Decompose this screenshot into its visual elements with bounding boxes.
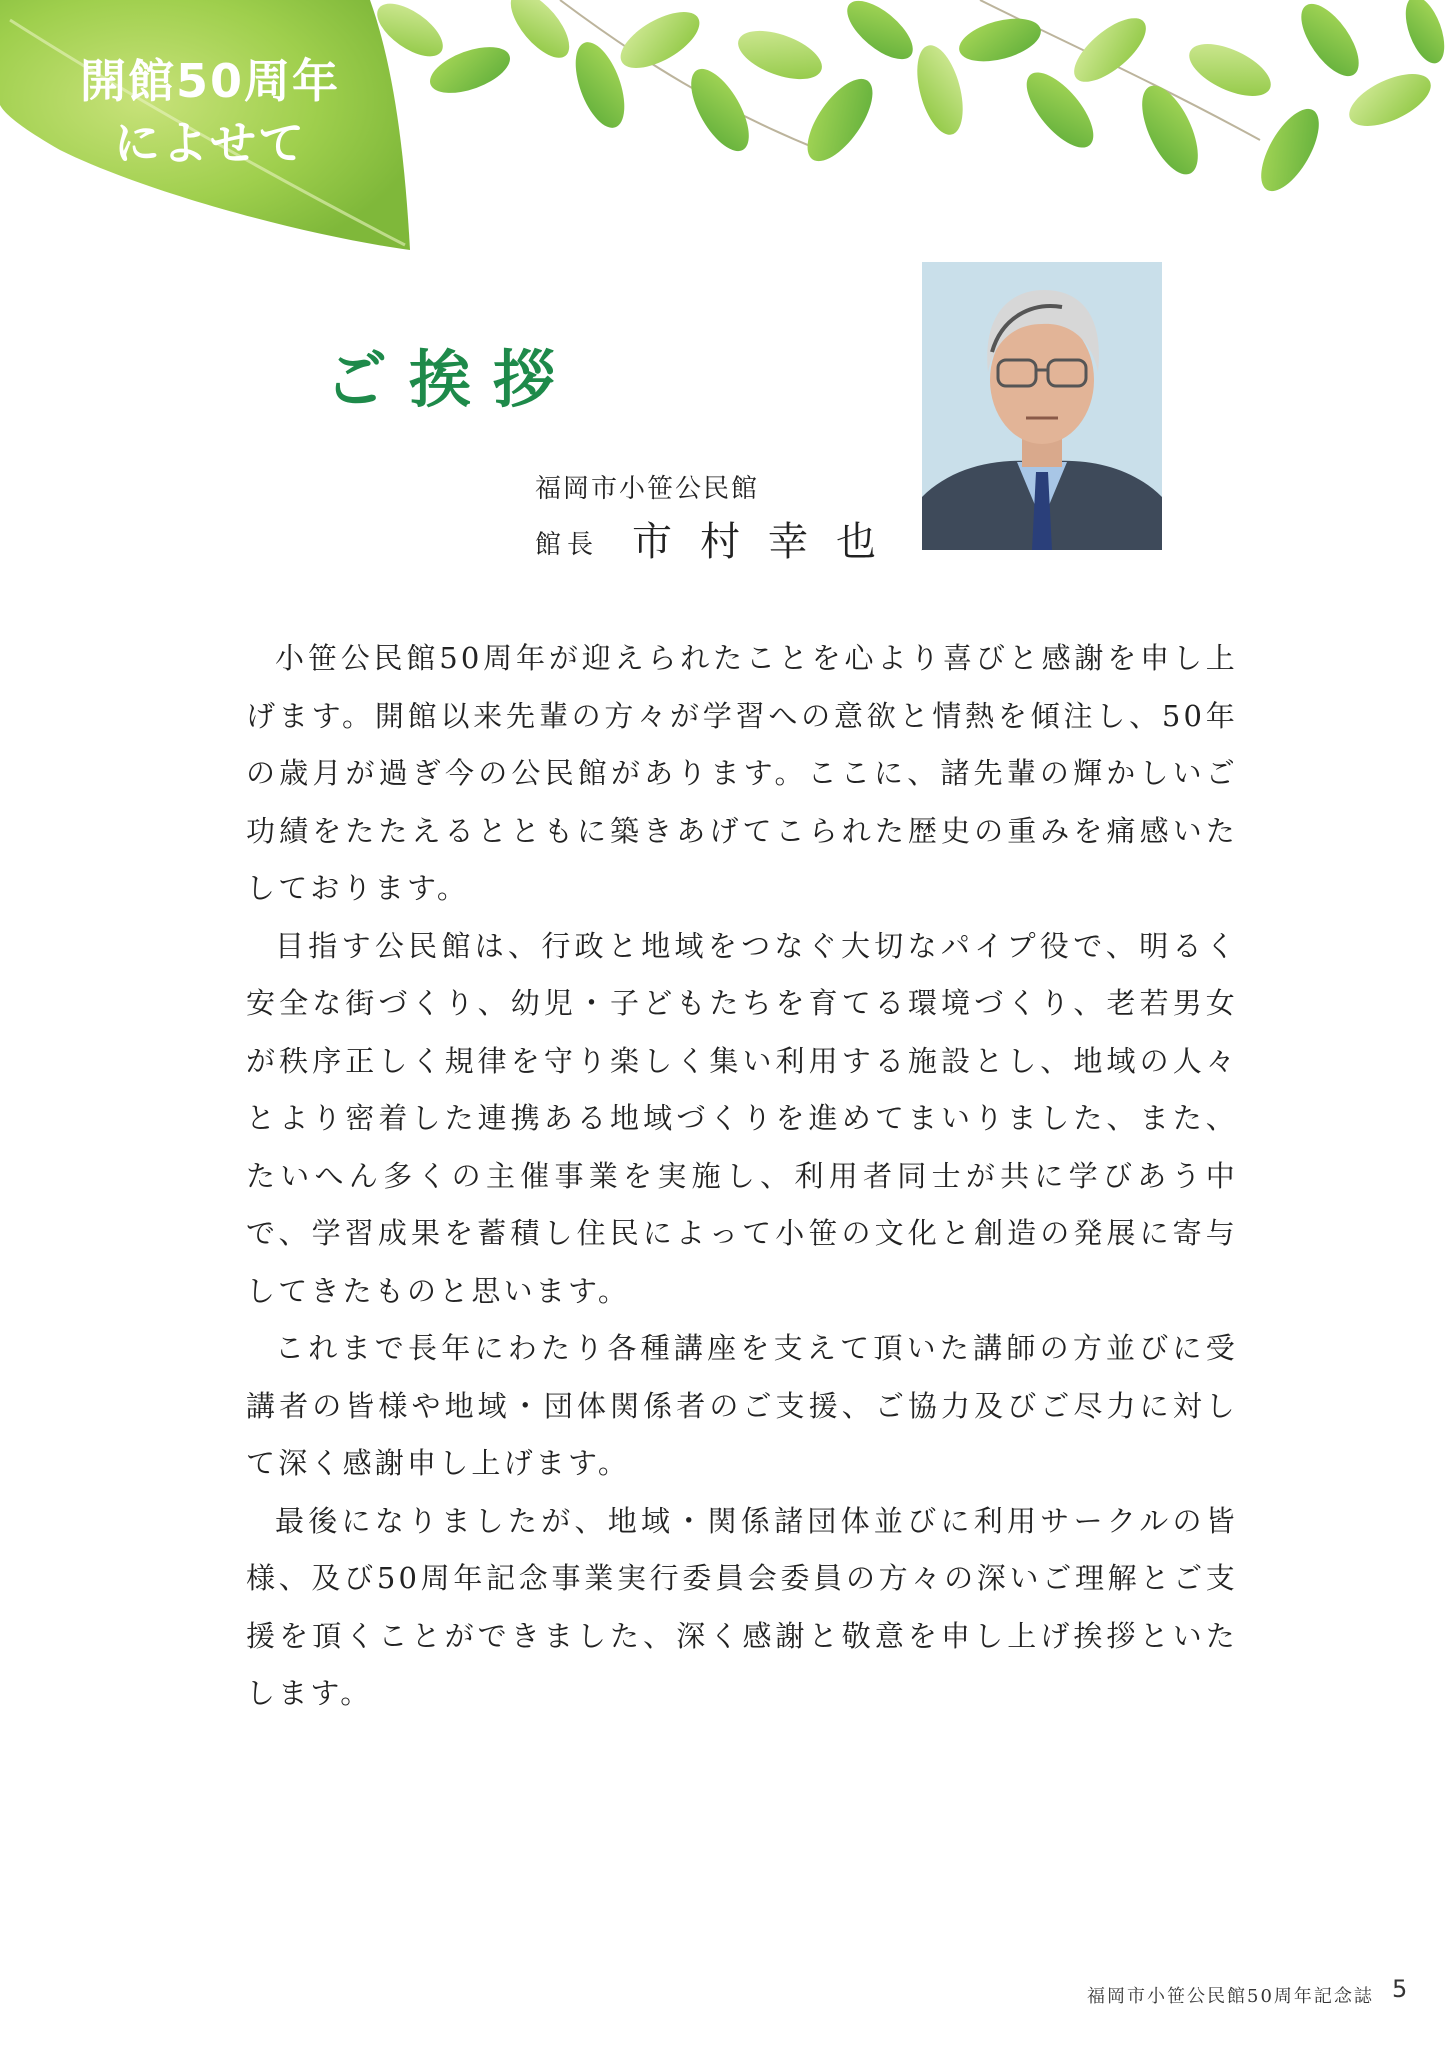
author-role: 館長	[535, 530, 600, 560]
paragraph: これまで長年にわたり各種講座を支えて頂いた講師の方並びに受講者の皆様や地域・団体関係者のご支援、ご協力及びご尽力に対して深く感謝申し上げます。	[246, 1331, 1238, 1480]
paragraph: 目指す公民館は、行政と地域をつなぐ大切なパイプ役で、明るく安全な街づくり、幼児・子どもたちを育てる環境づくり、老若男女が秩序正しく規律を守り楽しく集い利用する施設とし、地域の人々とより密着した連携ある地域づくりを進めてまいりました、また、たいへん多くの主催事業を実施し、利用者同士が共に学びあう中で、学習成果を蓄積し住民によって小笹の文化と創造の発展に寄与してきたものと思います。	[246, 928, 1238, 1308]
author-organization: 福岡市小笹公民館	[535, 474, 760, 504]
greeting-body	[246, 630, 1238, 1723]
page-title: ご挨拶	[325, 343, 578, 416]
publication-title: 福岡市小笹公民館50周年記念誌	[1087, 1986, 1374, 2007]
badge-line-1: 開館50周年	[79, 54, 340, 108]
portrait-photo	[922, 262, 1162, 550]
badge-line-2: によせて	[114, 116, 306, 170]
anniversary-badge	[60, 50, 360, 174]
paragraph: 小笹公民館50周年が迎えられたことを心より喜びと感謝を申し上げます。開館以来先輩の方々が学習への意欲と情熱を傾注し、50年の歳月が過ぎ今の公民館があります。ここに、諸先輩の輝かしいご功績をたたえるとともに築きあげてこられた歴史の重みを痛感いたしております。	[246, 641, 1238, 905]
branch-leaves	[369, 0, 1447, 200]
paragraph: 最後になりましたが、地域・関係諸団体並びに利用サークルの皆様、及び50周年記念事業実行委員会委員の方々の深いご理解とご支援を頂くことができました、深く感謝と敬意を申し上げ挨拶といたします。	[246, 1503, 1238, 1710]
author-name: 市村幸也	[632, 519, 904, 565]
page-number: 5	[1392, 1975, 1408, 2003]
